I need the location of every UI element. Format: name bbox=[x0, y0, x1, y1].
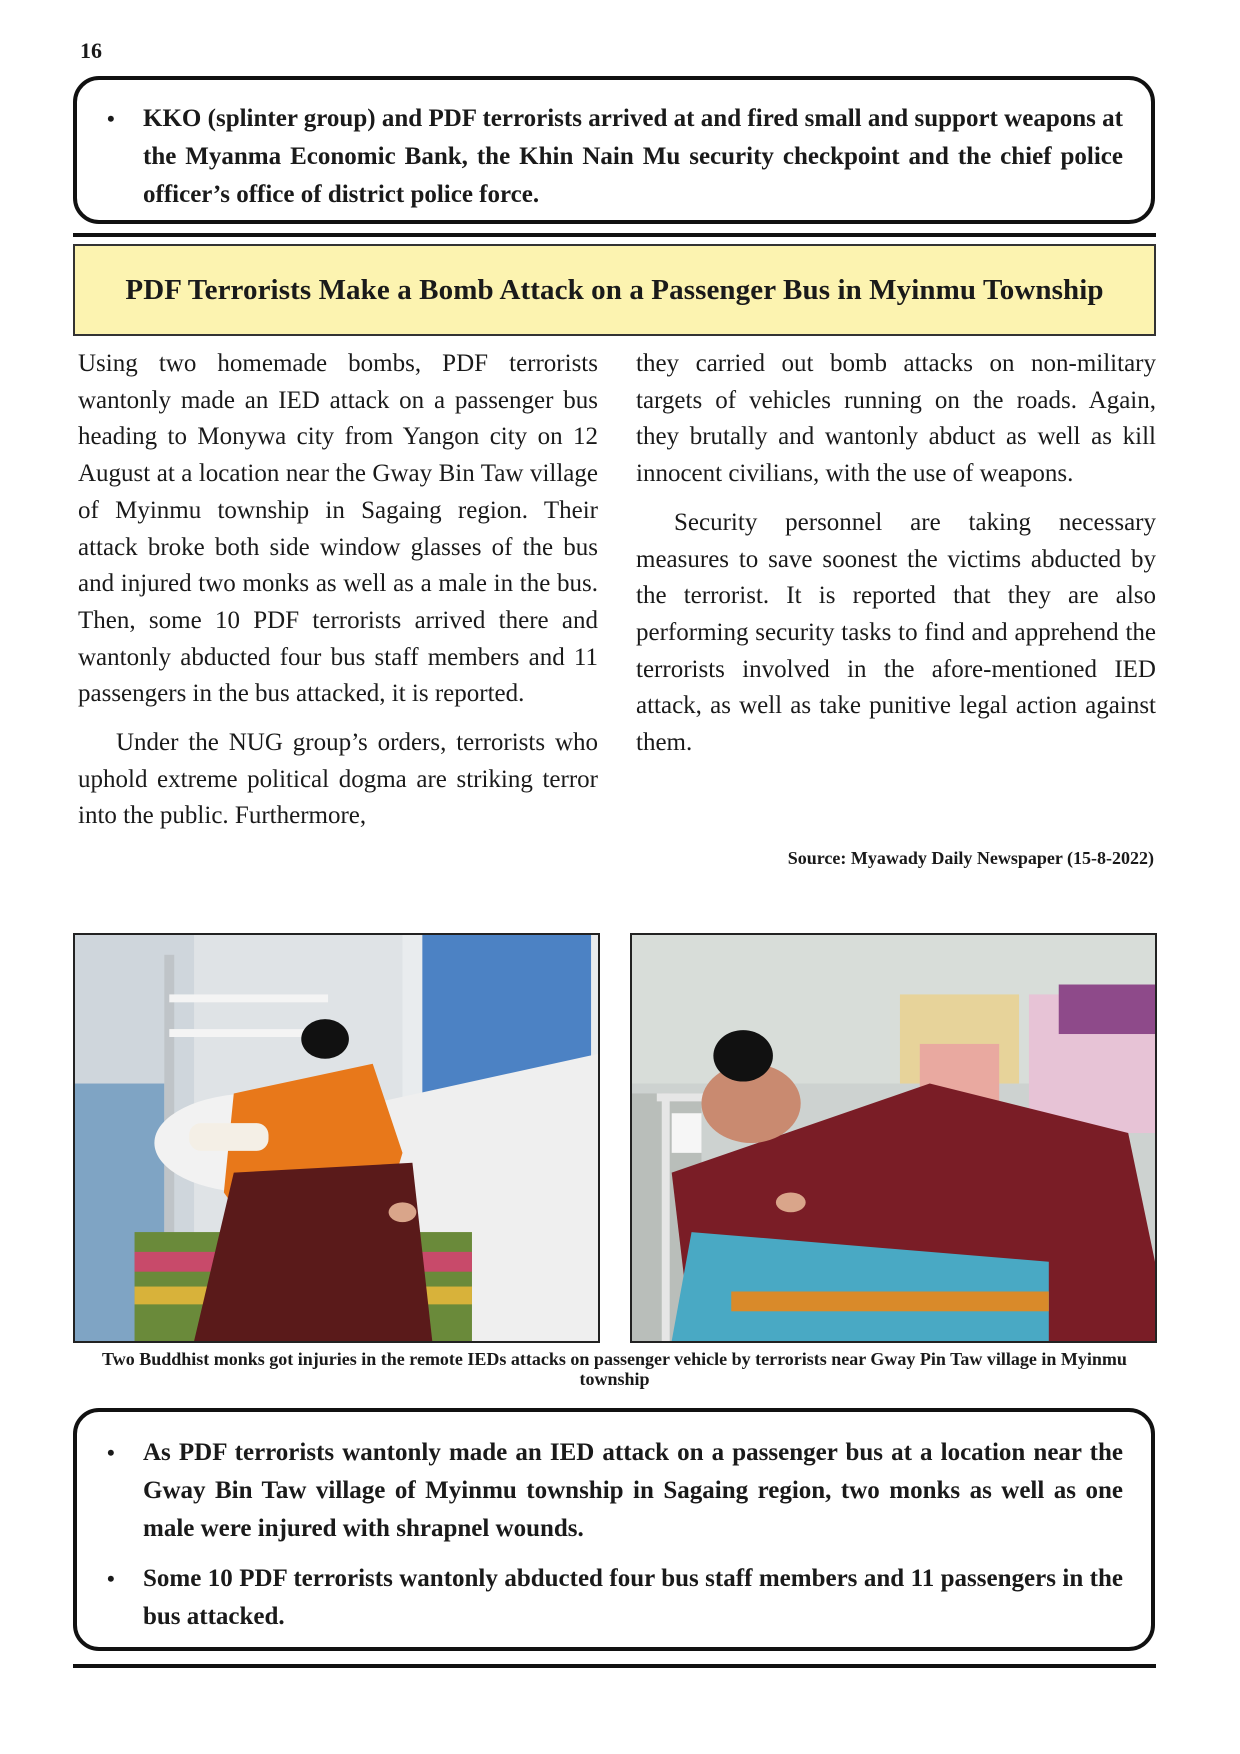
headline-banner bbox=[73, 244, 1156, 336]
bullet-dot-icon: • bbox=[107, 106, 115, 131]
bullet-text: As PDF terrorists wantonly made an IED attack on a passenger bus at a location near the Gway Bin Taw village of Myinmu township in Sagaing region, two monks as well as one male were injured with shrapnel wounds. bbox=[143, 1439, 1123, 1542]
footer-rule bbox=[73, 1664, 1156, 1668]
bullet-text: Some 10 PDF terrorists wantonly abducted four bus staff members and 11 passengers in the bus attacked. bbox=[143, 1565, 1123, 1630]
article-paragraph: Using two homemade bombs, PDF terrorists wantonly made an IED attack on a passenger bus heading to Monywa city from Yangon city on 12 August at a location near the Gway Bin Taw village of Myinmu township in Sagaing region. Their attack broke both side window glasses of the bus and injured two monks as well as a male in the bus. Then, some 10 PDF terrorists arrived there and wantonly abducted four bus staff members and 11 passengers in the bus attacked, it is reported. bbox=[78, 350, 598, 708]
photo-injured-monk-right bbox=[630, 933, 1157, 1343]
bullet-item bbox=[103, 1560, 1123, 1636]
article-paragraph: Security personnel are taking necessary measures to save soonest the victims abducted by the terrorist. It is reported that they are also performing security tasks to find and apprehend the terrorists involved in the afore-mentioned IED attack, as well as take punitive legal action against them. bbox=[636, 508, 1156, 757]
article-paragraph: they carried out bomb attacks on non-military targets of vehicles running on the roads. Again, they brutally and wantonly abduct as well as kill innocent civilians, with the use of weapons. bbox=[636, 350, 1156, 488]
bullet-dot-icon: • bbox=[107, 1440, 115, 1465]
photo-injured-monk-left bbox=[73, 933, 600, 1343]
bullet-text: KKO (splinter group) and PDF terrorists arrived at and fired small and support weapons at the Myanma Economic Bank, the Khin Nain Mu security checkpoint and the chief police officer’s office of district police force. bbox=[143, 105, 1123, 208]
page-number: 16 bbox=[80, 38, 102, 63]
photo-illustration bbox=[632, 935, 1155, 1341]
article-column-right bbox=[636, 346, 1156, 774]
source-credit: Source: Myawady Daily Newspaper (15-8-2022) bbox=[787, 848, 1154, 868]
article-paragraph: Under the NUG group’s orders, terrorists who uphold extreme political dogma are striking terror into the public. Furthermore, bbox=[78, 729, 598, 830]
summary-box-top bbox=[73, 76, 1155, 224]
bullet-item bbox=[103, 1434, 1123, 1548]
summary-box-bottom bbox=[73, 1408, 1155, 1651]
bullet-item bbox=[103, 100, 1123, 214]
divider-rule bbox=[73, 233, 1156, 237]
article-column-left bbox=[78, 346, 598, 847]
bullet-dot-icon: • bbox=[107, 1566, 115, 1591]
photo-caption: Two Buddhist monks got injuries in the remote IEDs attacks on passenger vehicle by terrorists near Gway Pin Taw village in Myinmu township bbox=[102, 1349, 1127, 1389]
photo-illustration bbox=[75, 935, 598, 1341]
headline: PDF Terrorists Make a Bomb Attack on a Passenger Bus in Myinmu Township bbox=[125, 273, 1104, 306]
